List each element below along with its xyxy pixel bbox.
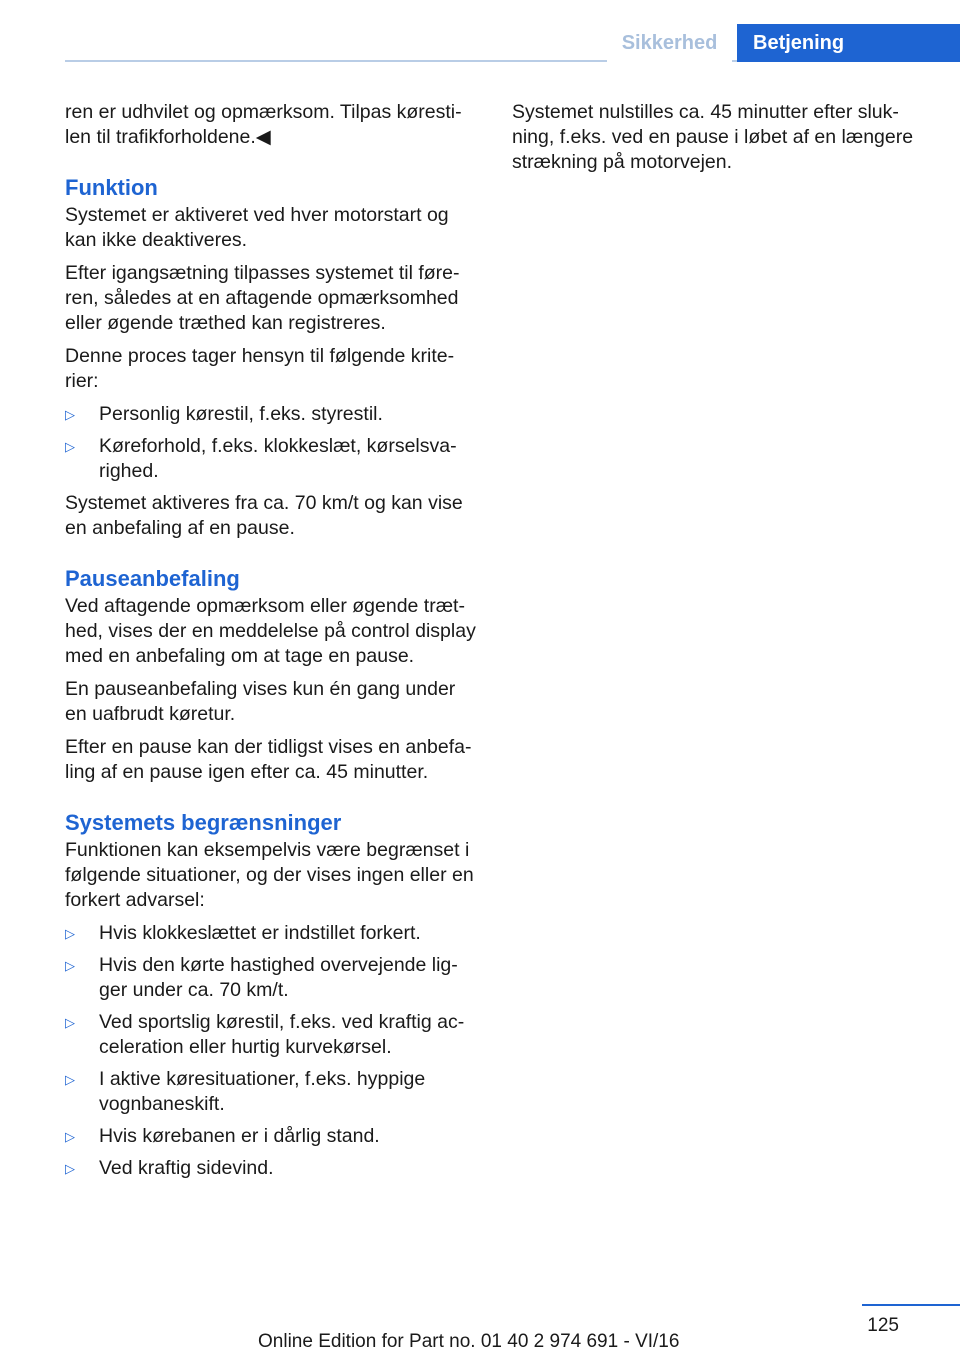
left-column [65, 100, 477, 1188]
funktion-paragraph-1: Systemet er aktiveret ved hver motorstart og kan ikke deaktiveres. [65, 204, 449, 251]
list-item [65, 1067, 477, 1117]
triangle-bullet-icon: ▷ [65, 439, 75, 454]
list-item [65, 1156, 477, 1181]
tab-betjening[interactable]: Betjening [737, 24, 960, 62]
triangle-bullet-icon: ▷ [65, 1015, 75, 1030]
tab-sikkerhed[interactable]: Sikkerhed [607, 24, 732, 62]
triangle-bullet-icon: ▷ [65, 1161, 75, 1176]
limits-list [65, 921, 477, 1181]
triangle-bullet-icon: ▷ [65, 1129, 75, 1144]
list-item-text: Hvis kørebanen er i dårlig stand. [99, 1125, 380, 1147]
heading-begraensninger: Systemets begrænsninger [65, 810, 342, 835]
limits-paragraph-1: Funktionen kan eksempelvis være begrænset i følgende situationer, og der vises ingen eller en forkert advarsel: [65, 839, 474, 911]
list-item-text: I aktive køresituationer, f.eks. hyppige vognbaneskift. [99, 1068, 426, 1115]
list-item-text: Ved sportslig kørestil, f.eks. ved kraftig acceleration eller hurtig kurvekørsel. [99, 1011, 465, 1058]
funktion-paragraph-4: Systemet aktiveres fra ca. 70 km/t og kan vise en anbefaling af en pause. [65, 492, 463, 539]
page-number: 125 [867, 1315, 899, 1336]
list-item [65, 1010, 477, 1060]
list-item [65, 921, 477, 946]
triangle-bullet-icon: ▷ [65, 958, 75, 973]
triangle-bullet-icon: ▷ [65, 407, 75, 422]
intro-paragraph: ren er udhvilet og opmærksom. Tilpas kørestilen til trafikforholdene.◀ [65, 101, 462, 148]
list-item-text: Køreforhold, f.eks. klokkeslæt, kørselsvarighed. [99, 435, 457, 482]
funktion-criteria-list [65, 402, 477, 484]
right-column [512, 100, 924, 183]
list-item-text: Hvis den kørte hastighed overvejende ligger under ca. 70 km/t. [99, 954, 458, 1001]
pause-paragraph-1: Ved aftagende opmærksom eller øgende træthed, vises der en meddelelse på control display med en anbefaling om at tage en pause. [65, 595, 476, 667]
pause-paragraph-3: Efter en pause kan der tidligst vises en anbefaling af en pause igen efter ca. 45 minutter. [65, 736, 472, 783]
edition-footer: Online Edition for Part no. 01 40 2 974 691 - VI/16 [258, 1331, 680, 1352]
heading-funktion: Funktion [65, 175, 158, 200]
list-item [65, 434, 477, 484]
funktion-paragraph-3: Denne proces tager hensyn til følgende kriterier: [65, 345, 455, 392]
heading-pauseanbefaling: Pauseanbefaling [65, 566, 240, 591]
list-item [65, 953, 477, 1003]
pause-paragraph-2: En pauseanbefaling vises kun én gang under en uafbrudt køretur. [65, 678, 456, 725]
triangle-bullet-icon: ▷ [65, 1072, 75, 1087]
funktion-paragraph-2: Efter igangsætning tilpasses systemet til føreren, således at en aftagende opmærksomhed eller øgende træthed kan registreres. [65, 262, 460, 334]
list-item-text: Hvis klokkeslættet er indstillet forkert. [99, 922, 421, 944]
list-item [65, 1124, 477, 1149]
list-item [65, 402, 477, 427]
list-item-text: Personlig kørestil, f.eks. styrestil. [99, 403, 383, 425]
reset-paragraph: Systemet nulstilles ca. 45 minutter efter slukning, f.eks. ved en pause i løbet af en længere strækning på motorvejen. [512, 101, 914, 173]
footer-rule [862, 1304, 960, 1306]
triangle-bullet-icon: ▷ [65, 926, 75, 941]
list-item-text: Ved kraftig sidevind. [99, 1157, 274, 1179]
